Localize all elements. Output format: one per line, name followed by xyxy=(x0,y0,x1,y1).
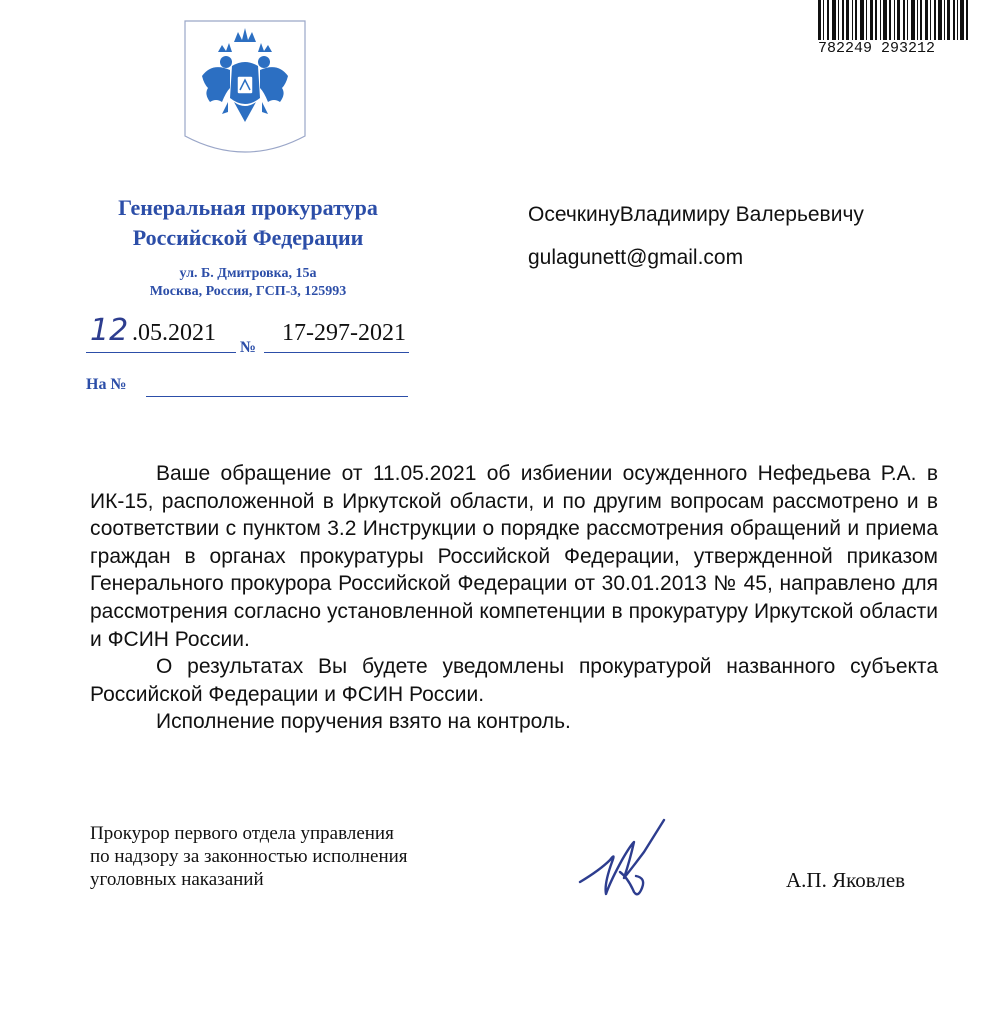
organization-address xyxy=(70,265,426,301)
date-number-row xyxy=(86,313,416,363)
address-line1: ул. Б. Дмитровка, 15а xyxy=(179,266,317,281)
handwritten-signature xyxy=(572,812,682,902)
signatory-title-line3: уголовных наказаний xyxy=(90,869,264,890)
organization-name xyxy=(70,193,426,253)
number-sign: № xyxy=(240,339,257,356)
body-paragraph-2: О результатах Вы будете уведомлены прокуратурой названного субъекта Российской Федерации и ФСИН России. xyxy=(90,655,938,706)
number-underline xyxy=(264,352,409,353)
recipient-name: ОсечкинуВладимиру Валерьевичу xyxy=(528,203,864,226)
signatory-title xyxy=(90,822,530,891)
russian-coat-of-arms-icon xyxy=(182,18,308,158)
body-paragraph-3: Исполнение поручения взято на контроль. xyxy=(156,710,571,734)
in-reply-underline xyxy=(146,396,408,397)
signatory-title-line2: по надзору за законностью исполнения xyxy=(90,846,408,867)
in-reply-label: На № xyxy=(86,376,127,393)
address-line2: Москва, Россия, ГСП-3, 125993 xyxy=(149,284,347,299)
recipient-email: gulagunett@gmail.com xyxy=(528,246,744,269)
body-paragraph-1: Ваше обращение от 11.05.2021 об избиении осужденного Нефедьева Р.А. в ИК-15, расположенной в Иркутской области, и по другим вопросам рассмотрено и в соответствии с пунктом 3.2 Инструкции о порядке рассмотрения обращений и приема граждан в органах прокуратуры Российской Федерации, утвержденной приказом Генерального прокурора Российской Федерации от 30.01.2013 № 45, направлено для рассмотрения согласно установленной компетенции в прокуратуру Иркутской области и ФСИН России. xyxy=(90,462,938,651)
in-reply-row xyxy=(86,376,416,406)
organization-name-line2: Российской Федерации xyxy=(132,225,364,250)
barcode-number: 782249 293212 xyxy=(818,40,968,57)
state-emblem xyxy=(182,18,308,158)
recipient-block xyxy=(528,193,968,279)
date-month-year: .05.2021 xyxy=(132,320,216,346)
organization-name-line1: Генеральная прокуратура xyxy=(118,195,378,220)
date-day-handwritten: 12 xyxy=(90,313,129,348)
letter-body xyxy=(90,460,938,736)
signatory-name: А.П. Яковлев xyxy=(786,868,906,892)
signatory-title-line1: Прокурор первого отдела управления xyxy=(90,823,394,844)
date-underline xyxy=(86,352,236,353)
outgoing-number: 17-297-2021 xyxy=(282,320,406,346)
